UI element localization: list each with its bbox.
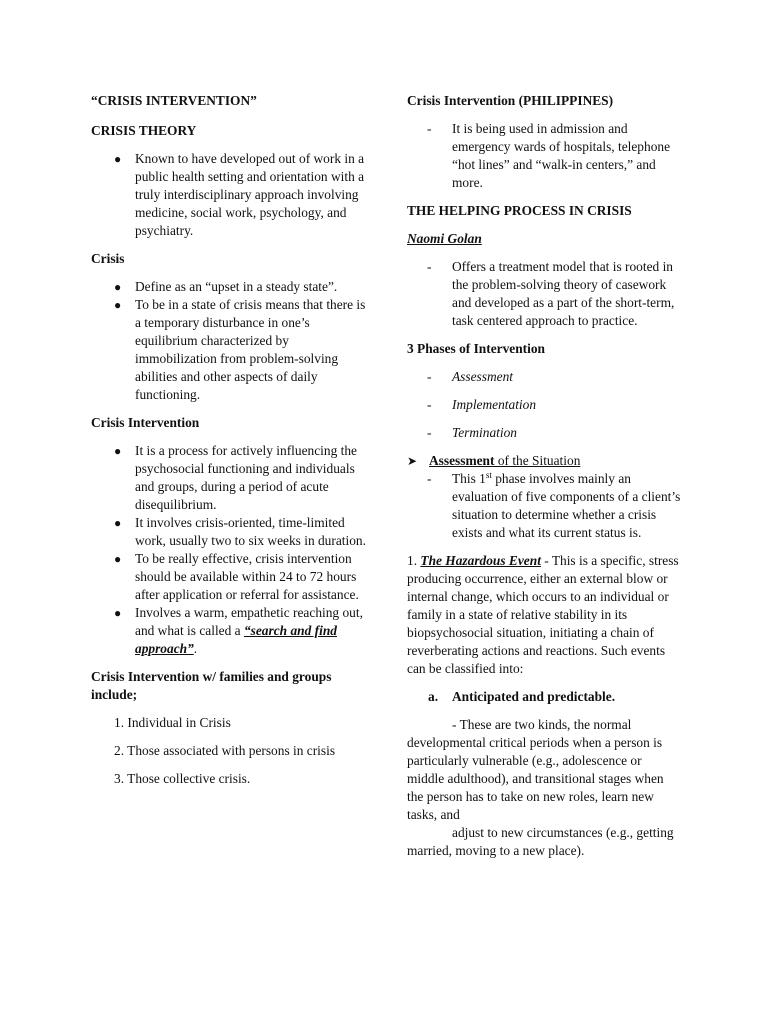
list-item: ● To be really effective, crisis intervention should be available within 24 to 72 hours after application or referral for assistance. — [114, 551, 359, 602]
list-item: 2. Those associated with persons in crisis — [114, 743, 336, 758]
right-column — [407, 92, 682, 860]
list-item: - It is being used in admission and emergency wards of hospitals, telephone “hot lines” and “walk-in centers,” and more. — [427, 121, 671, 190]
list-item: ● It is a process for actively influencing the psychosocial functioning and individuals and groups, during a period of acute disequilibrium. — [114, 443, 357, 512]
anticipated-paragraph: - These are two kinds, the normal developmental critical periods when a person is particularly vulnerable (e.g., adolescence or middle adulthood), and transitional stages when the person has to take on new roles, learn new tasks, and — [407, 717, 664, 822]
dash-marker: - — [427, 121, 432, 136]
helping-process-heading: THE HELPING PROCESS IN CRISIS — [407, 203, 632, 218]
list-item: - Assessment — [427, 369, 513, 384]
list-item: - This 1st phase involves mainly an evaluation of five components of a client’s situation to determine whether a crisis exists and what its current status is. — [427, 470, 681, 540]
left-column — [91, 92, 371, 788]
crisis-heading: Crisis — [91, 251, 125, 266]
crisis-theory-list — [91, 150, 371, 240]
hazardous-event-paragraph: 1. The Hazardous Event - This is a specific, stress producing occurrence, either an external blow or internal change, which occurs to an individual or family in a state of relative stability in its biopsychosocial situation, initiating a chain of reverberating actions and reactions. Such events can be classified into: — [407, 553, 679, 676]
list-item: - Implementation — [427, 397, 537, 412]
anticipated-paragraph-cont: adjust to new circumstances (e.g., getting married, moving to a new place). — [407, 825, 674, 858]
bullet-icon: ● — [114, 606, 122, 620]
bullet-icon: ● — [114, 152, 122, 166]
crisis-theory-heading: CRISIS THEORY — [91, 123, 197, 138]
assessment-section: ➤ Assessment of the Situation — [407, 453, 581, 468]
search-and-find-emphasis: “search and find approach” — [135, 623, 337, 656]
assessment-list — [407, 470, 682, 542]
helping-list — [407, 258, 682, 330]
phases-heading: 3 Phases of Intervention — [407, 341, 545, 356]
crisis-intervention-list — [91, 442, 371, 658]
bullet-icon: ● — [114, 444, 122, 458]
philippines-list — [407, 120, 682, 192]
assessment-title: Assessment — [429, 453, 495, 468]
list-item: ● It involves crisis-oriented, time-limited work, usually two to six weeks in duration. — [114, 515, 366, 548]
philippines-heading: Crisis Intervention (PHILIPPINES) — [407, 93, 614, 108]
dash-marker: - — [427, 471, 432, 486]
families-list — [91, 714, 371, 788]
list-item: - Offers a treatment model that is rooted in the problem-solving theory of casework and developed as a part of the short-term, task centered approach to practice. — [427, 259, 675, 328]
list-item: ● To be in a state of crisis means that there is a temporary disturbance in one’s equilibrium characterized by immobilization from problem-solving abilities and other aspects of daily functioning. — [114, 297, 366, 402]
hazardous-event-title: The Hazardous Event — [420, 553, 541, 568]
families-heading: Crisis Intervention w/ families and groups include; — [91, 669, 332, 702]
document-title: “CRISIS INTERVENTION” — [91, 93, 257, 108]
list-item: 1. Individual in Crisis — [114, 715, 231, 730]
dash-marker: - — [427, 397, 432, 412]
arrow-bullet-icon: ➤ — [407, 454, 418, 468]
bullet-icon: ● — [114, 298, 122, 312]
dash-marker: - — [427, 259, 432, 274]
bullet-icon: ● — [114, 280, 122, 294]
dash-marker: - — [427, 425, 432, 440]
list-item: - Termination — [427, 425, 517, 440]
author-name: Naomi Golan — [407, 231, 482, 246]
bullet-icon: ● — [114, 516, 122, 530]
dash-marker: - — [427, 369, 432, 384]
crisis-list — [91, 278, 371, 404]
list-item: 3. Those collective crisis. — [114, 771, 251, 786]
list-item: ● Define as an “upset in a steady state”. — [114, 279, 338, 294]
list-item: ● Involves a warm, empathetic reaching out, and what is called a “search and find approach”. — [114, 605, 363, 656]
phases-list — [407, 368, 682, 442]
list-item: ● Known to have developed out of work in a public health setting and orientation with a truly interdisciplinary approach involving medicine, social work, psychology, and psychiatry. — [114, 151, 365, 238]
crisis-intervention-heading: Crisis Intervention — [91, 415, 200, 430]
bullet-icon: ● — [114, 552, 122, 566]
anticipated-heading: a. Anticipated and predictable. — [428, 689, 616, 704]
